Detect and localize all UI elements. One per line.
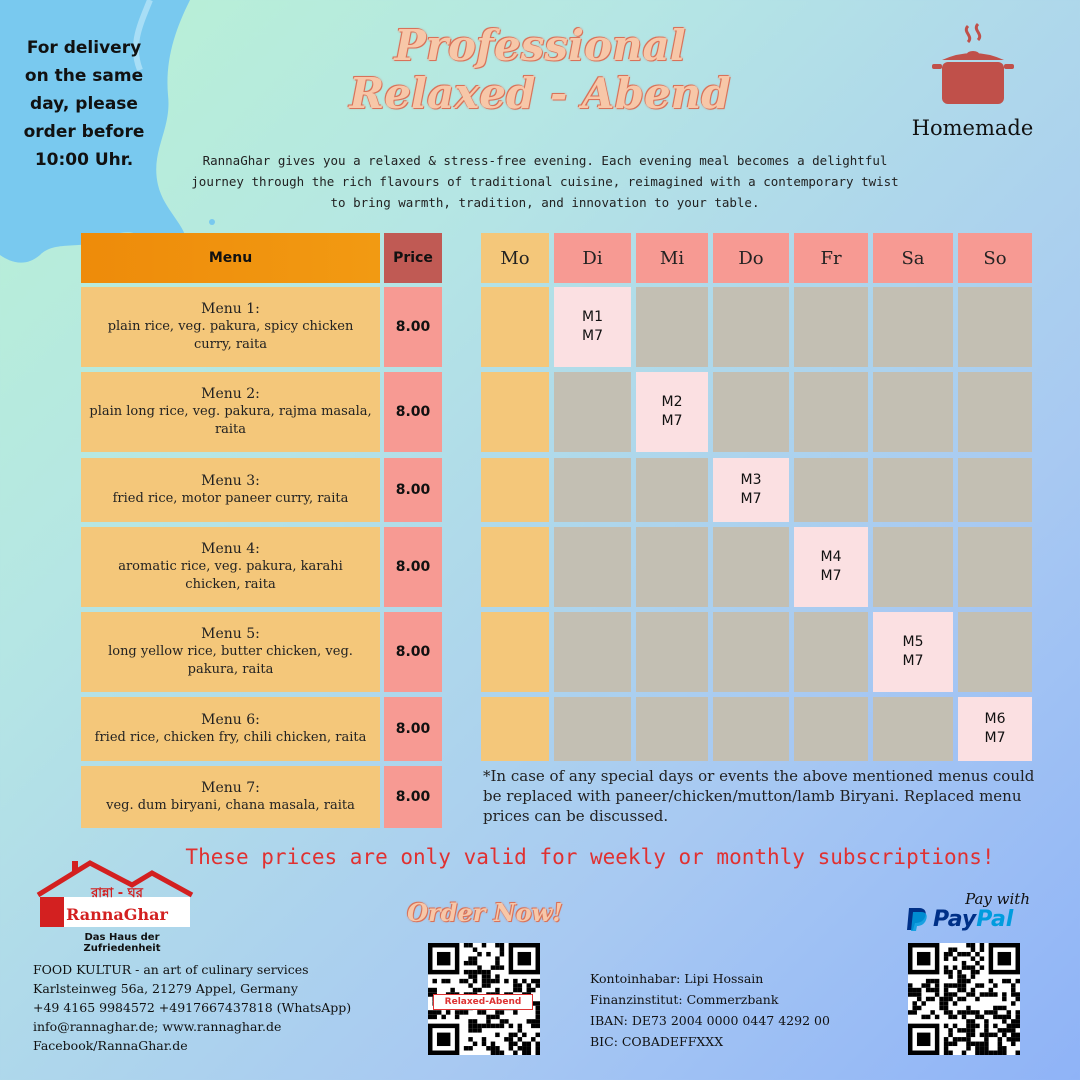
- schedule-cell: [636, 527, 708, 607]
- schedule-cell: [481, 372, 549, 452]
- schedule-cell: [554, 458, 631, 522]
- schedule-cell-active: [713, 458, 789, 522]
- menu-item-dishes: long yellow rice, butter chicken, veg. pakura, raita: [108, 644, 353, 677]
- schedule-cell: [713, 527, 789, 607]
- page-title: [330, 22, 750, 118]
- day-header-fr: Fr: [794, 233, 868, 283]
- menu-item-4: [81, 527, 380, 607]
- schedule-cell: [794, 612, 868, 692]
- menu-item-title: Menu 4:: [201, 541, 260, 557]
- schedule-cell: [873, 458, 953, 522]
- schedule-cell: [481, 287, 549, 367]
- schedule-cell-active: [554, 287, 631, 367]
- schedule-cell: [554, 612, 631, 692]
- schedule-cell-active: [636, 372, 708, 452]
- menu-item-dishes: veg. dum biryani, chana masala, raita: [106, 798, 355, 813]
- schedule-menu-code: M7: [902, 653, 924, 669]
- delivery-note: For delivery on the same day, please order before 10:00 Uhr.: [23, 38, 145, 170]
- logo-tagline: Das Haus der Zufriedenheit: [83, 932, 161, 954]
- schedule-cell: [794, 372, 868, 452]
- schedule-cell: [481, 697, 549, 761]
- schedule-menu-code: M2: [661, 394, 683, 410]
- schedule-cell: [481, 612, 549, 692]
- menu-item-5: [81, 612, 380, 692]
- bank-line: Kontoinhabar: Lipi Hossain: [590, 971, 764, 986]
- schedule-menu-code: M1: [582, 309, 603, 325]
- day-header-mi: Mi: [636, 233, 708, 283]
- schedule-cell-active: [958, 697, 1032, 761]
- company-info: [33, 960, 393, 1055]
- paypal-icon: [905, 906, 929, 932]
- menu-item-1: [81, 287, 380, 367]
- menu-column-header: Menu: [81, 233, 380, 283]
- schedule-cell: [713, 287, 789, 367]
- schedule-menu-code: M7: [984, 730, 1006, 746]
- schedule-menu-code: M5: [902, 634, 924, 650]
- schedule-menu-code: M6: [984, 711, 1006, 727]
- schedule-cell: [873, 372, 953, 452]
- company-line: Karlsteinweg 56a, 21279 Appel, Germany: [33, 981, 298, 996]
- menu-item-price: 8.00: [384, 527, 442, 607]
- menu-item-price: 8.00: [384, 766, 442, 828]
- homemade-label: Homemade: [911, 116, 1034, 140]
- bank-line: Finanzinstitut: Commerzbank: [590, 992, 779, 1007]
- logo-text: [42, 884, 192, 924]
- schedule-cell: [958, 458, 1032, 522]
- schedule-menu-code: M7: [661, 413, 683, 429]
- schedule-menu-code: M3: [740, 472, 762, 488]
- schedule-cell: [873, 697, 953, 761]
- title-line-1: Professional: [394, 21, 686, 70]
- schedule-cell: [554, 697, 631, 761]
- menu-item-dishes: plain rice, veg. pakura, spicy chicken curry, raita: [107, 319, 354, 352]
- schedule-cell: [794, 458, 868, 522]
- menu-item-price: 8.00: [384, 697, 442, 761]
- menu-item-dishes: aromatic rice, veg. pakura, karahi chicken, raita: [118, 559, 343, 592]
- paypal-word-pay: Pay: [933, 906, 977, 932]
- qr-label: Relaxed-Abend: [433, 994, 533, 1010]
- menu-item-price: 8.00: [384, 458, 442, 522]
- schedule-cell: [481, 458, 549, 522]
- menu-item-price: 8.00: [384, 287, 442, 367]
- company-line: FOOD KULTUR - an art of culinary services: [33, 962, 309, 977]
- schedule-cell: [713, 612, 789, 692]
- menu-item-6: [81, 697, 380, 761]
- schedule-cell-active: [794, 527, 868, 607]
- schedule-cell: [958, 372, 1032, 452]
- company-line: +49 4165 9984572 +4917667437818 (WhatsApp): [33, 1000, 352, 1015]
- schedule-cell: [958, 527, 1032, 607]
- intro-text: RannaGhar gives you a relaxed & stress-free evening. Each evening meal becomes a delightful journey through the rich flavours of traditional cuisine, reimagined with a contemporary twist to bring warmth, tradition, and innovation to your table.: [191, 153, 899, 210]
- pay-with-label: Pay with: [965, 890, 1030, 908]
- schedule-cell: [554, 372, 631, 452]
- special-days-note: *In case of any special days or events the above mentioned menus could be replaced with paneer/chicken/mutton/lamb Biryani. Replaced menu prices can be discussed.: [483, 767, 1035, 825]
- schedule-cell: [794, 697, 868, 761]
- price-column-header: Price: [384, 233, 442, 283]
- menu-item-dishes: fried rice, motor paneer curry, raita: [112, 491, 349, 506]
- paypal-qr-code[interactable]: [908, 943, 1020, 1055]
- menu-item-title: Menu 6:: [201, 712, 260, 728]
- day-header-sa: Sa: [873, 233, 953, 283]
- menu-item-title: Menu 2:: [201, 386, 260, 402]
- menu-item-3: [81, 458, 380, 522]
- bank-line: BIC: COBADEFFXXX: [590, 1034, 724, 1049]
- menu-item-title: Menu 1:: [201, 301, 260, 317]
- schedule-cell: [554, 527, 631, 607]
- homemade-badge: [900, 20, 1045, 140]
- paypal-word-pal: Pal: [976, 906, 1014, 932]
- day-header-mo: Mo: [481, 233, 549, 283]
- menu-item-7: [81, 766, 380, 828]
- menu-item-price: 8.00: [384, 372, 442, 452]
- schedule-cell: [636, 287, 708, 367]
- paypal-logo: [905, 906, 1035, 932]
- bank-line: IBAN: DE73 2004 0000 0447 4292 00: [590, 1013, 830, 1028]
- bank-details: [590, 968, 880, 1052]
- cooking-pot-icon: [928, 20, 1018, 108]
- menu-item-price: 8.00: [384, 612, 442, 692]
- order-now-heading: Order Now!: [407, 898, 563, 927]
- schedule-cell: [636, 612, 708, 692]
- menu-item-title: Menu 3:: [201, 473, 260, 489]
- company-line: info@rannaghar.de; www.rannaghar.de: [33, 1019, 282, 1034]
- schedule-cell: [713, 372, 789, 452]
- schedule-cell: [794, 287, 868, 367]
- menu-item-2: [81, 372, 380, 452]
- schedule-cell: [636, 697, 708, 761]
- company-line: Facebook/RannaGhar.de: [33, 1038, 188, 1053]
- schedule-menu-code: M7: [582, 328, 603, 344]
- menu-item-title: Menu 7:: [201, 780, 260, 796]
- schedule-cell: [958, 287, 1032, 367]
- schedule-cell-active: [873, 612, 953, 692]
- title-line-2: Relaxed - Abend: [349, 69, 731, 118]
- subscription-validity-note: These prices are only valid for weekly or monthly subscriptions!: [185, 845, 995, 869]
- schedule-cell: [873, 527, 953, 607]
- logo-bangla: রান্না - ঘর: [91, 886, 143, 901]
- day-header-do: Do: [713, 233, 789, 283]
- logo-name: RannaGhar: [66, 905, 168, 924]
- schedule-menu-code: M4: [820, 549, 842, 565]
- day-header-so: So: [958, 233, 1032, 283]
- schedule-cell: [636, 458, 708, 522]
- schedule-cell: [873, 287, 953, 367]
- schedule-cell: [958, 612, 1032, 692]
- day-header-di: Di: [554, 233, 631, 283]
- schedule-cell: [713, 697, 789, 761]
- menu-item-title: Menu 5:: [201, 626, 260, 642]
- menu-item-dishes: fried rice, chicken fry, chili chicken, raita: [94, 730, 367, 745]
- schedule-menu-code: M7: [820, 568, 842, 584]
- menu-item-dishes: plain long rice, veg. pakura, rajma masala, raita: [89, 404, 372, 437]
- schedule-menu-code: M7: [740, 491, 762, 507]
- schedule-cell: [481, 527, 549, 607]
